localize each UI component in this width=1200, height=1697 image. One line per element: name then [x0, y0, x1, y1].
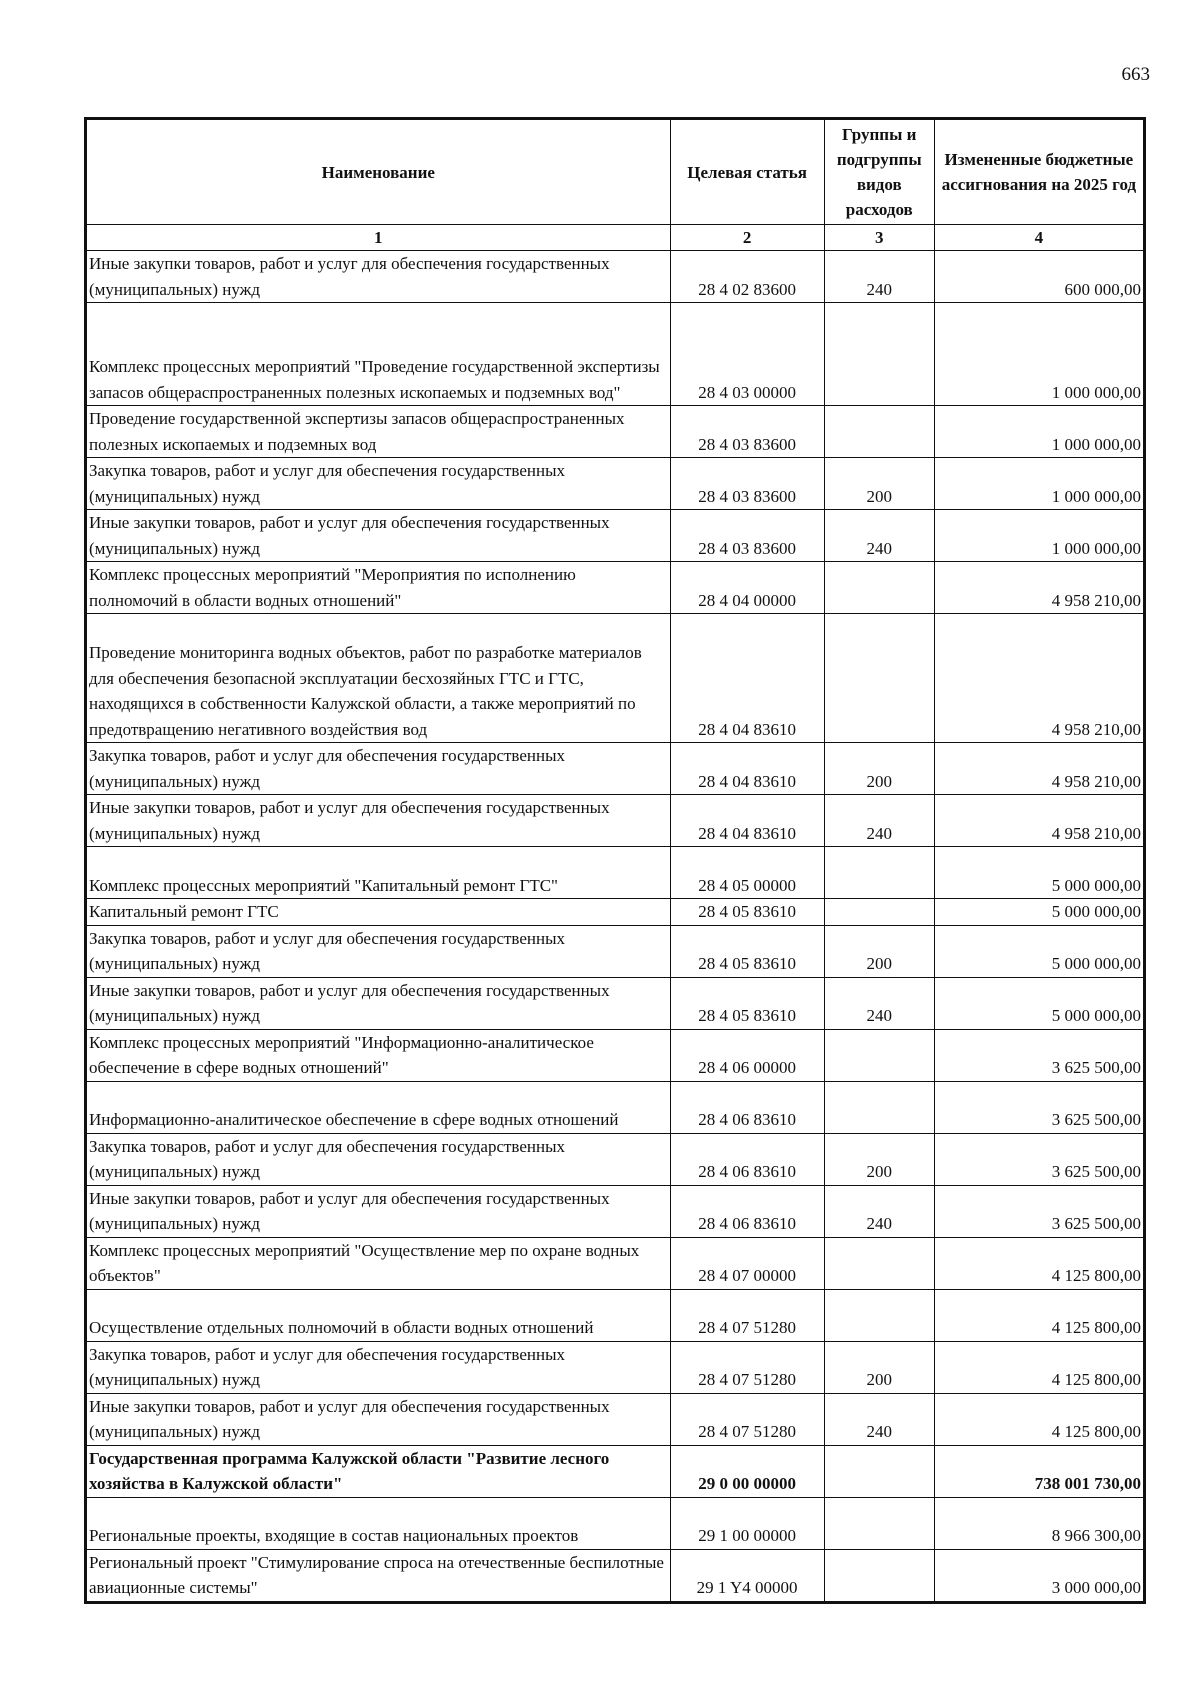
- row-code: 28 4 03 83600: [670, 406, 824, 458]
- row-name: Закупка товаров, работ и услуг для обеспечения государственных (муниципальных) нужд: [86, 458, 671, 510]
- table-row: [86, 977, 1145, 1029]
- table-row: [86, 1497, 1145, 1549]
- row-name: Проведение государственной экспертизы запасов общераспространенных полезных ископаемых и подземных вод: [86, 406, 671, 458]
- row-sum: 8 966 300,00: [934, 1497, 1144, 1549]
- row-code: 28 4 06 83610: [670, 1081, 824, 1133]
- row-name: Закупка товаров, работ и услуг для обеспечения государственных (муниципальных) нужд: [86, 925, 671, 977]
- row-sum: 5 000 000,00: [934, 977, 1144, 1029]
- row-sum: 4 125 800,00: [934, 1289, 1144, 1341]
- row-code: 28 4 07 51280: [670, 1289, 824, 1341]
- row-code: 29 1 00 00000: [670, 1497, 824, 1549]
- row-code: 28 4 04 83610: [670, 795, 824, 847]
- table-row: [86, 303, 1145, 406]
- row-code: 28 4 04 83610: [670, 743, 824, 795]
- row-code: 28 4 06 83610: [670, 1185, 824, 1237]
- row-name: Региональные проекты, входящие в состав национальных проектов: [86, 1497, 671, 1549]
- row-group: 240: [824, 977, 934, 1029]
- row-code: 28 4 05 83610: [670, 899, 824, 926]
- row-group: 240: [824, 795, 934, 847]
- row-group: [824, 847, 934, 899]
- row-code: 28 4 04 83610: [670, 614, 824, 743]
- row-name: Комплекс процессных мероприятий "Проведение государственной экспертизы запасов общераспространенных полезных ископаемых и подземных вод": [86, 303, 671, 406]
- row-name: Иные закупки товаров, работ и услуг для обеспечения государственных (муниципальных) нужд: [86, 1185, 671, 1237]
- row-sum: 4 125 800,00: [934, 1237, 1144, 1289]
- row-group: 200: [824, 743, 934, 795]
- row-group: 200: [824, 1133, 934, 1185]
- header-group: Группы и подгруппы видов расходов: [824, 119, 934, 225]
- row-name: Иные закупки товаров, работ и услуг для обеспечения государственных (муниципальных) нужд: [86, 977, 671, 1029]
- table-row: [86, 925, 1145, 977]
- budget-table: [84, 117, 1146, 1604]
- row-code: 28 4 07 00000: [670, 1237, 824, 1289]
- row-sum: 4 958 210,00: [934, 562, 1144, 614]
- header-code: Целевая статья: [670, 119, 824, 225]
- row-group: [824, 1497, 934, 1549]
- header-sum: Измененные бюджетные ассигнования на 2025 год: [934, 119, 1144, 225]
- table-row: [86, 1081, 1145, 1133]
- table-row: [86, 1185, 1145, 1237]
- row-code: 28 4 07 51280: [670, 1341, 824, 1393]
- row-code: 28 4 07 51280: [670, 1393, 824, 1445]
- row-name: Комплекс процессных мероприятий "Мероприятия по исполнению полномочий в области водных отношений": [86, 562, 671, 614]
- row-sum: 3 625 500,00: [934, 1185, 1144, 1237]
- row-sum: 5 000 000,00: [934, 847, 1144, 899]
- row-group: [824, 1081, 934, 1133]
- column-number: 2: [670, 225, 824, 251]
- row-group: 240: [824, 510, 934, 562]
- row-name: Государственная программа Калужской области "Развитие лесного хозяйства в Калужской области": [86, 1445, 671, 1497]
- row-sum: 1 000 000,00: [934, 406, 1144, 458]
- row-group: 240: [824, 1185, 934, 1237]
- row-sum: 5 000 000,00: [934, 899, 1144, 926]
- row-name: Закупка товаров, работ и услуг для обеспечения государственных (муниципальных) нужд: [86, 1341, 671, 1393]
- row-sum: 5 000 000,00: [934, 925, 1144, 977]
- row-code: 28 4 05 83610: [670, 977, 824, 1029]
- table-row: [86, 510, 1145, 562]
- table-row: [86, 1393, 1145, 1445]
- table-row: [86, 406, 1145, 458]
- row-name: Закупка товаров, работ и услуг для обеспечения государственных (муниципальных) нужд: [86, 743, 671, 795]
- row-sum: 1 000 000,00: [934, 303, 1144, 406]
- row-group: [824, 1289, 934, 1341]
- page-number: 663: [1121, 64, 1150, 85]
- row-code: 29 0 00 00000: [670, 1445, 824, 1497]
- table-row: [86, 847, 1145, 899]
- row-name: Закупка товаров, работ и услуг для обеспечения государственных (муниципальных) нужд: [86, 1133, 671, 1185]
- row-name: Осуществление отдельных полномочий в области водных отношений: [86, 1289, 671, 1341]
- row-group: [824, 562, 934, 614]
- table-row: [86, 251, 1145, 303]
- row-sum: 1 000 000,00: [934, 458, 1144, 510]
- row-sum: 4 125 800,00: [934, 1341, 1144, 1393]
- row-code: 28 4 06 00000: [670, 1029, 824, 1081]
- row-sum: 600 000,00: [934, 251, 1144, 303]
- row-sum: 738 001 730,00: [934, 1445, 1144, 1497]
- row-sum: 4 958 210,00: [934, 743, 1144, 795]
- row-code: 28 4 05 83610: [670, 925, 824, 977]
- row-name: Капитальный ремонт ГТС: [86, 899, 671, 926]
- row-code: 28 4 06 83610: [670, 1133, 824, 1185]
- row-sum: 3 625 500,00: [934, 1029, 1144, 1081]
- row-group: [824, 1445, 934, 1497]
- row-group: [824, 899, 934, 926]
- row-sum: 4 125 800,00: [934, 1393, 1144, 1445]
- table-row: [86, 1029, 1145, 1081]
- row-sum: 1 000 000,00: [934, 510, 1144, 562]
- row-name: Комплекс процессных мероприятий "Информационно-аналитическое обеспечение в сфере водных отношений": [86, 1029, 671, 1081]
- row-group: 240: [824, 251, 934, 303]
- row-group: 200: [824, 1341, 934, 1393]
- row-name: Проведение мониторинга водных объектов, работ по разработке материалов для обеспечения безопасной эксплуатации бесхозяйных ГТС и ГТС, находящихся в собственности Калужской области, а также мероприятий по предотвращению негативного воздействия вод: [86, 614, 671, 743]
- row-name: Комплекс процессных мероприятий "Капитальный ремонт ГТС": [86, 847, 671, 899]
- row-group: [824, 1029, 934, 1081]
- table-row: [86, 1289, 1145, 1341]
- row-group: [824, 1237, 934, 1289]
- table-row: [86, 1133, 1145, 1185]
- column-number: 1: [86, 225, 671, 251]
- row-sum: 3 625 500,00: [934, 1133, 1144, 1185]
- row-group: 240: [824, 1393, 934, 1445]
- table-row: [86, 899, 1145, 926]
- row-code: 28 4 03 83600: [670, 458, 824, 510]
- column-number: 4: [934, 225, 1144, 251]
- row-code: 29 1 Y4 00000: [670, 1549, 824, 1602]
- row-group: [824, 406, 934, 458]
- table-row: [86, 1445, 1145, 1497]
- row-sum: 3 000 000,00: [934, 1549, 1144, 1602]
- row-group: 200: [824, 458, 934, 510]
- row-sum: 4 958 210,00: [934, 795, 1144, 847]
- table-row: [86, 795, 1145, 847]
- row-group: [824, 1549, 934, 1602]
- column-number-row: [86, 225, 1145, 251]
- row-code: 28 4 04 00000: [670, 562, 824, 614]
- row-name: Иные закупки товаров, работ и услуг для обеспечения государственных (муниципальных) нужд: [86, 1393, 671, 1445]
- row-sum: 4 958 210,00: [934, 614, 1144, 743]
- row-name: Региональный проект "Стимулирование спроса на отечественные беспилотные авиационные системы": [86, 1549, 671, 1602]
- row-name: Иные закупки товаров, работ и услуг для обеспечения государственных (муниципальных) нужд: [86, 795, 671, 847]
- row-name: Иные закупки товаров, работ и услуг для обеспечения государственных (муниципальных) нужд: [86, 251, 671, 303]
- table-row: [86, 1237, 1145, 1289]
- row-name: Комплекс процессных мероприятий "Осуществление мер по охране водных объектов": [86, 1237, 671, 1289]
- table-row: [86, 614, 1145, 743]
- table-row: [86, 562, 1145, 614]
- row-sum: 3 625 500,00: [934, 1081, 1144, 1133]
- row-name: Информационно-аналитическое обеспечение в сфере водных отношений: [86, 1081, 671, 1133]
- row-group: [824, 303, 934, 406]
- header-name: Наименование: [86, 119, 671, 225]
- row-code: 28 4 03 00000: [670, 303, 824, 406]
- table-row: [86, 1341, 1145, 1393]
- row-group: 200: [824, 925, 934, 977]
- header-row: [86, 119, 1145, 225]
- table-row: [86, 458, 1145, 510]
- table-row: [86, 1549, 1145, 1602]
- column-number: 3: [824, 225, 934, 251]
- table-row: [86, 743, 1145, 795]
- row-group: [824, 614, 934, 743]
- row-code: 28 4 02 83600: [670, 251, 824, 303]
- row-name: Иные закупки товаров, работ и услуг для обеспечения государственных (муниципальных) нужд: [86, 510, 671, 562]
- row-code: 28 4 05 00000: [670, 847, 824, 899]
- row-code: 28 4 03 83600: [670, 510, 824, 562]
